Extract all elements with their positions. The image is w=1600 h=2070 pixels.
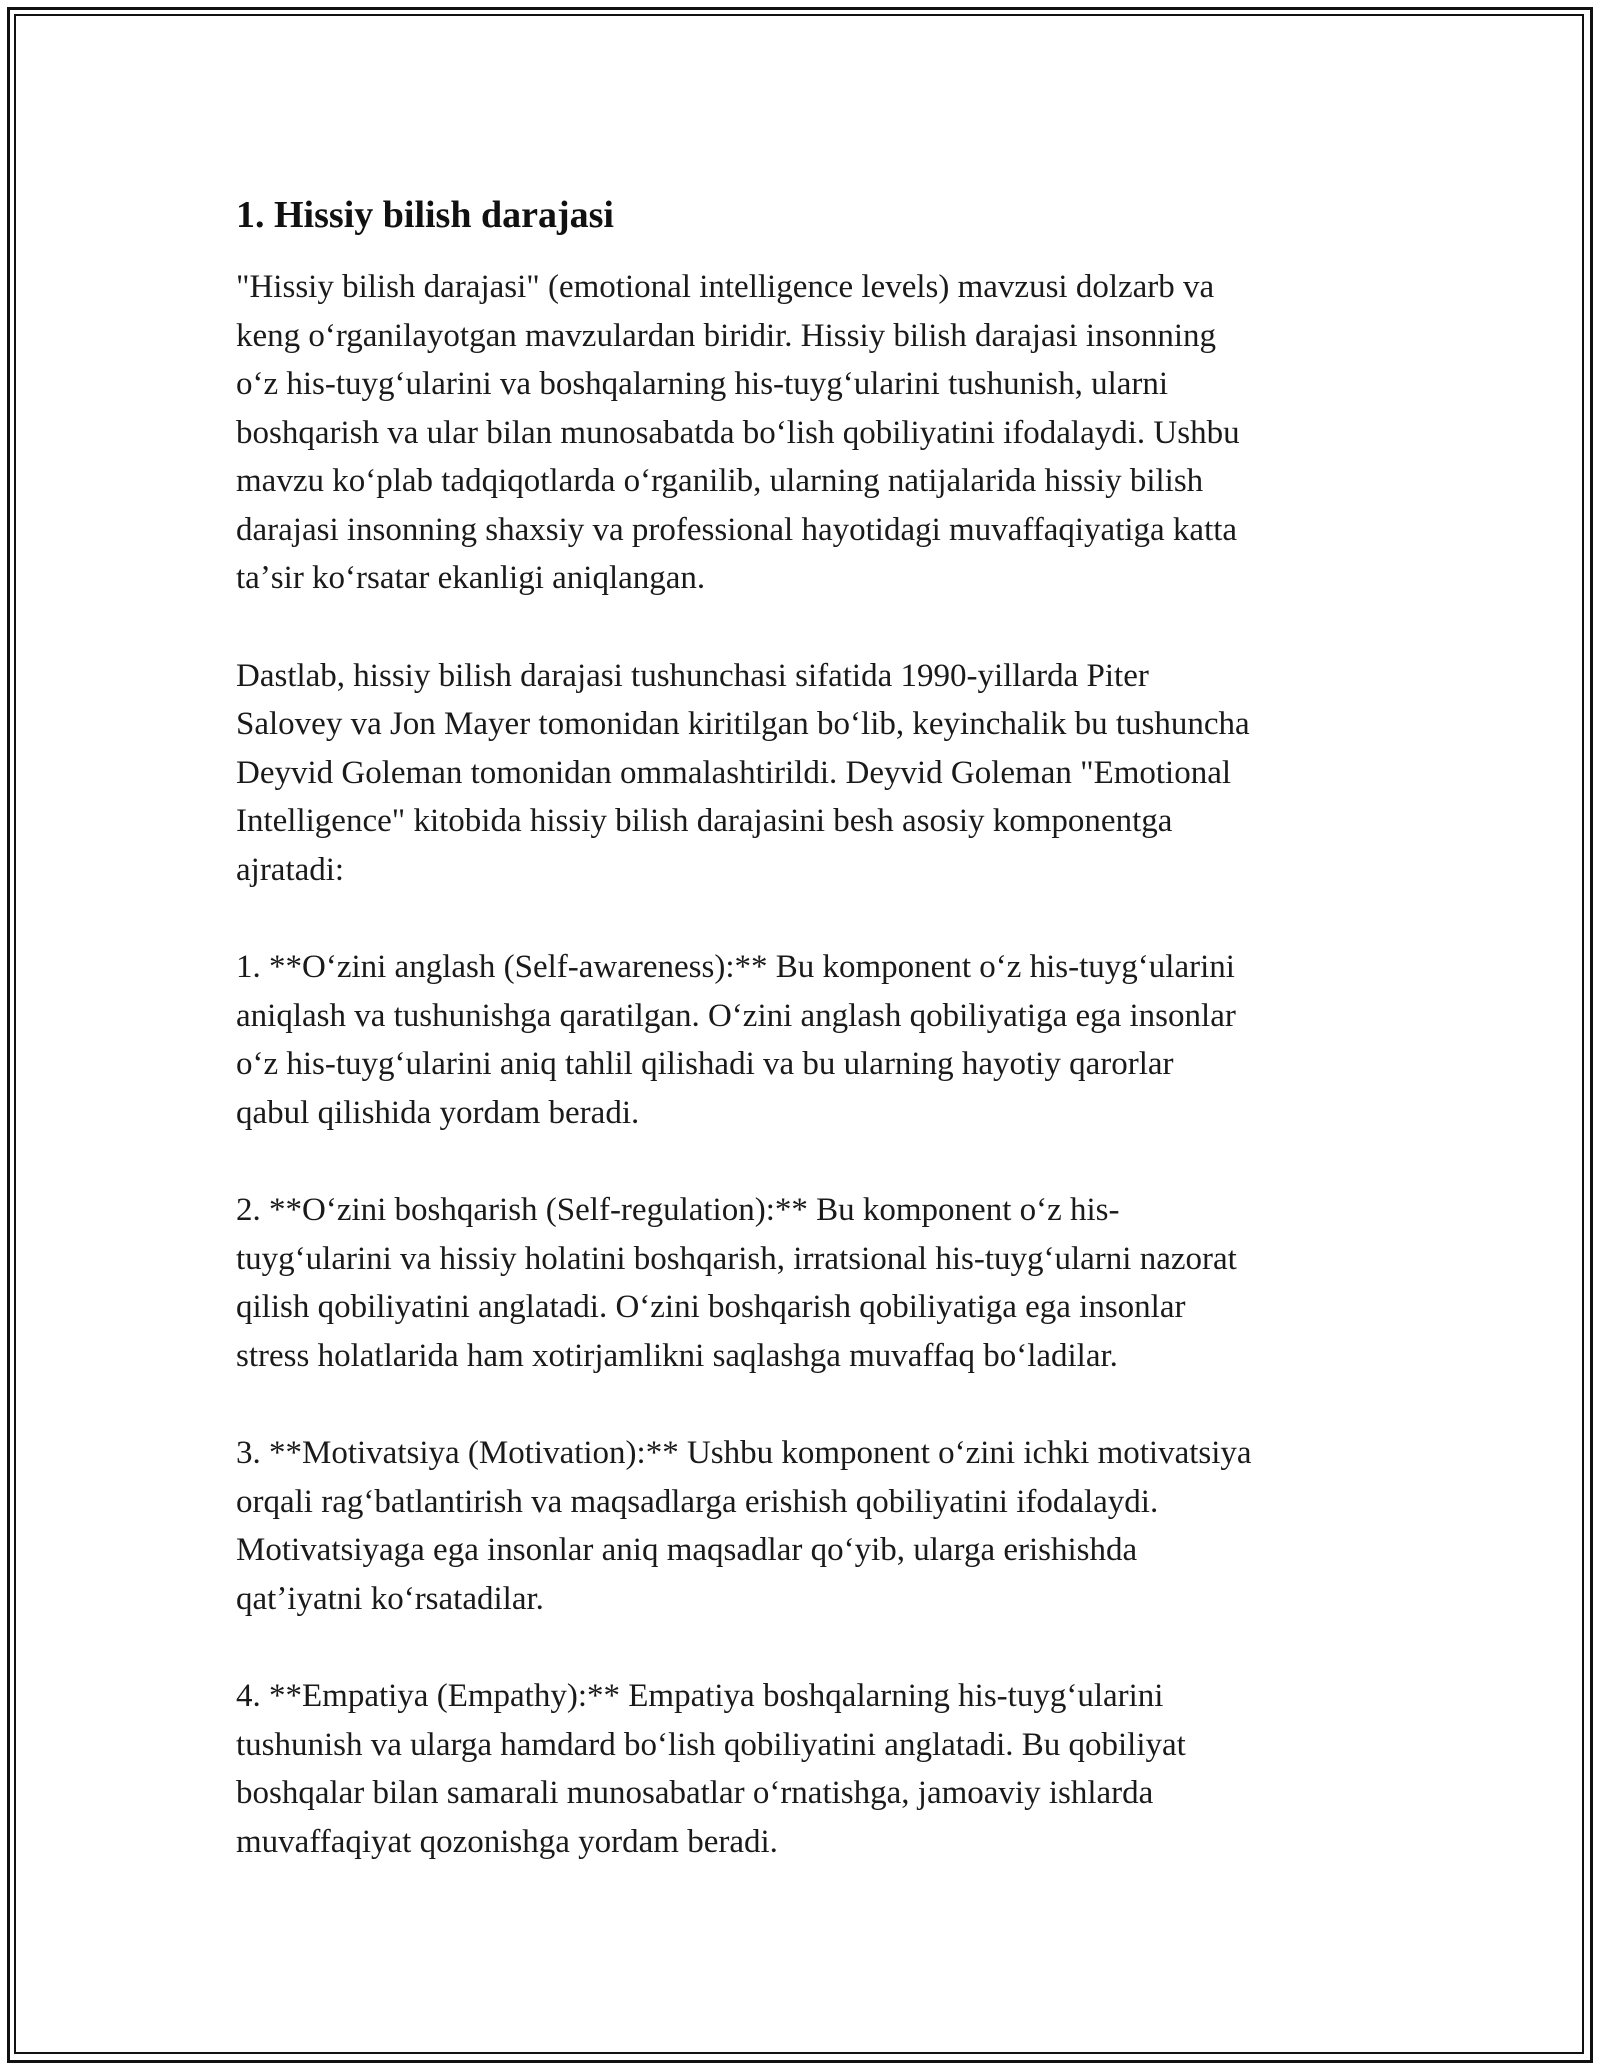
section-heading: 1. Hissiy bilish darajasi: [236, 194, 614, 236]
list-item-motivation: 3. **Motivatsiya (Motivation):** Ushbu komponent oʻzini ichki motivatsiya orqali ragʻbatlantirish va maqsadlarga erishish qobiliyatini ifodalaydi. Motivatsiyaga ega insonlar aniq maqsadlar qoʻyib, ularga erishishda qatʼiyatni koʻrsatadilar.: [236, 1435, 1252, 1617]
list-item-self-awareness: 1. **Oʻzini anglash (Self-awareness):** Bu komponent oʻz his-tuygʻularini aniqlash va tushunishga qaratilgan. Oʻzini anglash qobiliyatiga ega insonlar oʻz his-tuygʻularini aniq tahlil qilishadi va bu ularning hayotiy qarorlar qabul qilishida yordam beradi.: [236, 949, 1236, 1131]
document-body: [236, 190, 1376, 1866]
list-item-empathy: 4. **Empatiya (Empathy):** Empatiya boshqalarning his-tuygʻularini tushunish va ularga hamdard boʻlish qobiliyatini anglatadi. Bu qobiliyat boshqalar bilan samarali munosabatlar oʻrnatishga, jamoaviy ishlarda muvaffaqiyat qozonishga yordam beradi.: [236, 1678, 1186, 1860]
history-paragraph: Dastlab, hissiy bilish darajasi tushunchasi sifatida 1990-yillarda Piter Salovey va Jon Mayer tomonidan kiritilgan boʻlib, keyinchalik bu tushuncha Deyvid Goleman tomonidan ommalashtirildi. Deyvid Goleman "Emotional Intelligence" kitobida hissiy bilish darajasini besh asosiy komponentga ajratadi:: [236, 657, 1250, 888]
intro-paragraph: "Hissiy bilish darajasi" (emotional intelligence levels) mavzusi dolzarb va keng oʻrganilayotgan mavzulardan biridir. Hissiy bilish darajasi insonning oʻz his-tuygʻularini va boshqalarning his-tuygʻularini tushunish, ularni boshqarish va ular bilan munosabatda boʻlish qobiliyatini ifodalaydi. Ushbu mavzu koʻplab tadqiqotlarda oʻrganilib, ularning natijalarida hissiy bilish darajasi insonning shaxsiy va professional hayotidagi muvaffaqiyatiga katta taʼsir koʻrsatar ekanligi aniqlangan.: [236, 269, 1240, 596]
list-item-self-regulation: 2. **Oʻzini boshqarish (Self-regulation):** Bu komponent oʻz his- tuygʻularini va hissiy holatini boshqarish, irratsional his-tuygʻularni nazorat qilish qobiliyatini anglatadi. Oʻzini boshqarish qobiliyatiga ega insonlar stress holatlarida ham xotirjamlikni saqlashga muvaffaq boʻladilar.: [236, 1192, 1237, 1374]
